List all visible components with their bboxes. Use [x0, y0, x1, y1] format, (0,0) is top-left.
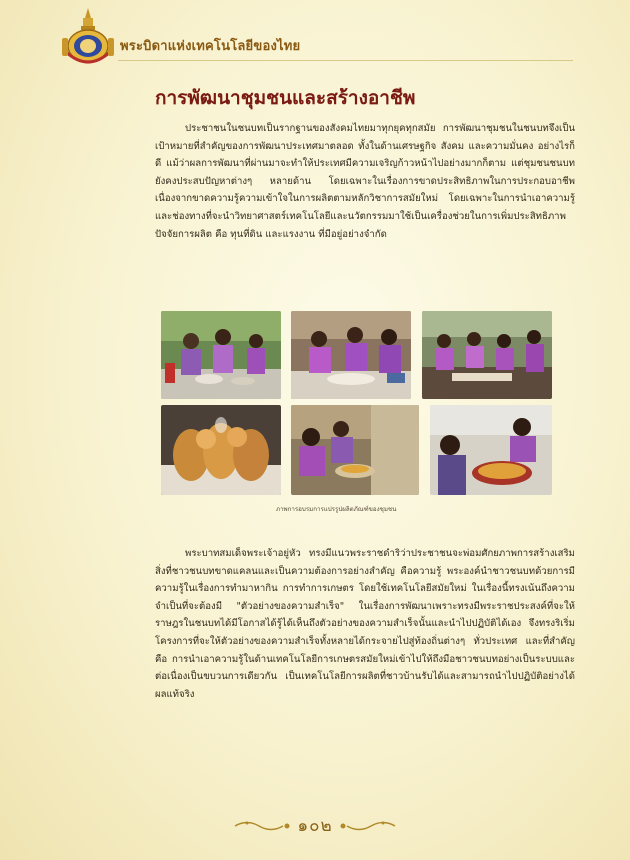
photo-packaged-snacks [161, 405, 281, 495]
body-paragraph-2 [155, 545, 575, 775]
photo-women-cooking-outdoors [291, 405, 419, 495]
section-title: การพัฒนาชุมชนและสร้างอาชีพ [155, 87, 416, 109]
photo-group-working-at-table [422, 311, 552, 399]
photo-caption: ภาพการอบรมการแปรรูปผลิตภัณฑ์ของชุมชน [276, 506, 397, 513]
ornament-flourish-icon [233, 819, 291, 833]
paragraph-2-text: พระบาทสมเด็จพระเจ้าอยู่หัว ทรงมีแนวพระราชดำริว่าประชาชนจะพ่อมศักยภาพการสร้างเสริมสิ่งที่ชาวชนบทขาดแคลนและเป็นความต้องการอย่างสำคัญ คือความรู้ พระองค์นำชาวชนบทด้วยการมีความรู้ในเรื่องการทำมาหากิน การทำการเกษตร โดยใช้เทคโนโลยีสมัยใหม่ ในเรื่องนี้ทรงเน้นถึงความจำเป็นที่จะต้องมี "ตัวอย่างของความสำเร็จ" ในเรื่องการพัฒนาเพราะทรงมีพระราชประสงค์ที่จะให้ราษฎรในชนบทได้มีโอกาสได้รู้ได้เห็นถึงตัวอย่างของความสำเร็จนั้นและนำไปปฏิบัติได้เอง จึงทรงริเริ่มโครงการที่จะให้ตัวอย่างของความสำเร็จทั้งหลายได้กระจายไปสู่ท้องถิ่นต่างๆ ทั่วประเทศ และที่สำคัญคือ การนำเอาความรู้ในด้านเทคโนโลยีการเกษตรสมัยใหม่เข้าไปให้ถึงมือชาวชนบทอย่างเป็นระบบและต่อเนื่องเป็นขบวนการเดียวกัน เป็นเทคโนโลยีการผลิตที่ชาวบ้านรับได้และสามารถนำไปปฏิบัติอย่างได้ผลแท้จริง [155, 548, 575, 700]
header-title: พระบิดาแห่งเทคโนโลยีของไทย [120, 38, 301, 54]
photo-women-mixing-ingredients [291, 311, 411, 399]
photo-villagers-preparing-food [161, 311, 281, 399]
header-divider [118, 60, 573, 61]
body-paragraph-1 [155, 120, 575, 260]
page-header [60, 6, 300, 74]
photo-woman-frying-snacks [430, 405, 552, 495]
page-footer [0, 812, 630, 839]
page-number: ๑๐๒ [297, 816, 333, 836]
ornament-flourish-icon [339, 819, 397, 833]
paragraph-1-text: ประชาชนในชนบทเป็นรากฐานของสังคมไทยมาทุกยุคทุกสมัย การพัฒนาชุมชนในชนบทจึงเป็นเป้าหมายที่สำคัญของการพัฒนาประเทศมาตลอด ทั้งในด้านเศรษฐกิจ สังคม และความมั่นคง อย่างไรก็ดี แม้ว่าผลการพัฒนาที่ผ่านมาจะทำให้ประเทศมีความเจริญก้าวหน้าไปอย่างมากก็ตาม แต่ชุมชนชนบทยังคงประสบปัญหาต่างๆ หลายด้าน โดยเฉพาะในเรื่องการขาดประสิทธิภาพในการประกอบอาชีพ เนื่องจากขาดความรู้ความเข้าใจในการผลิตตามหลักวิชาการสมัยใหม่ โดยเฉพาะในการนำเอาความรู้และช่องทางที่จะนำวิทยาศาสตร์เทคโนโลยีและนวัตกรรมมาใช้เป็นเครื่องช่วยในการเพิ่มประสิทธิภาพปัจจัยการผลิต คือ ทุนที่ดิน และแรงงาน ที่มีอยู่อย่างจำกัด [155, 123, 575, 240]
royal-emblem-icon [60, 6, 116, 74]
